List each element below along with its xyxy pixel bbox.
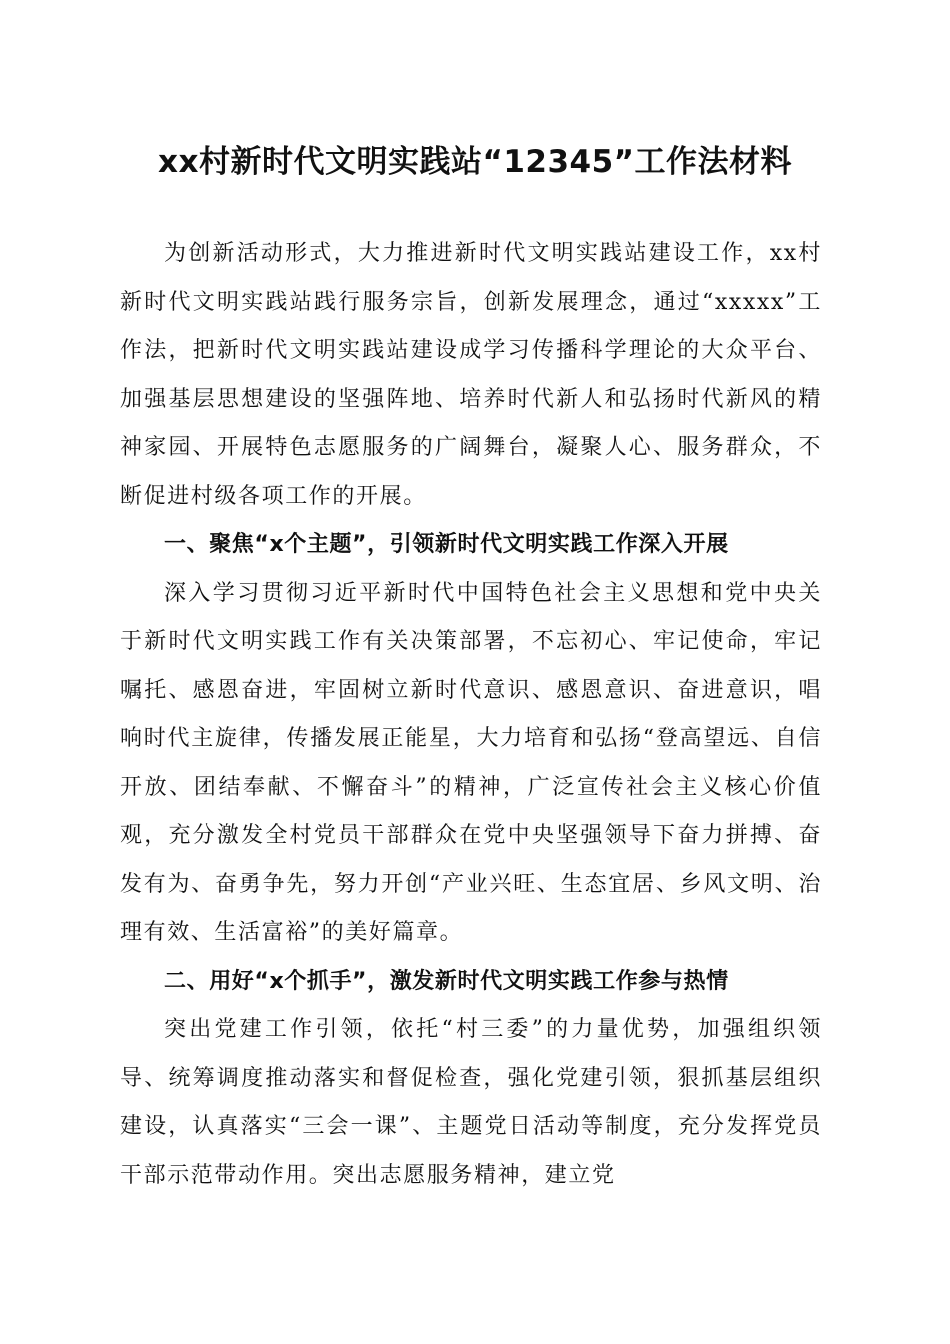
section-2-heading: 二、用好“x个抓手”，激发新时代文明实践工作参与热情 — [164, 968, 729, 994]
intro-paragraph: 为创新活动形式，大力推进新时代文明实践站建设工作，xx村新时代文明实践站践行服务宗旨，创新发展理念，通过“xxxxx”工作法，把新时代文明实践站建设成学习传播科学理论的大众平台、加强基层思想建设的坚强阵地、培养时代新人和弘扬时代新风的精神家园、开展特色志愿服务的广阔舞台，凝聚人心、服务群众，不断促进村级各项工作的开展。 — [120, 241, 822, 509]
document-body — [120, 230, 822, 1200]
section-1-heading: 一、聚焦“x个主题”，引领新时代文明实践工作深入开展 — [164, 532, 729, 557]
section-2-paragraph: 突出党建工作引领，依托“村三委”的力量优势，加强组织领导、统筹调度推动落实和督促检查，强化党建引领，狠抓基层组织建设，认真落实“三会一课”、主题党日活动等制度，充分发挥党员干部示范带动作用。突出志愿服务精神，建立党 — [120, 1017, 822, 1188]
section-1-paragraph: 深入学习贯彻习近平新时代中国特色社会主义思想和党中央关于新时代文明实践工作有关决策部署，不忘初心、牢记使命，牢记嘱托、感恩奋进，牢固树立新时代意识、感恩意识、奋进意识，唱响时代主旋律，传播发展正能星，大力培育和弘扬“登高望远、自信开放、团结奉献、不懈奋斗”的精神，广泛宣传社会主义核心价值观，充分激发全村党员干部群众在党中央坚强领导下奋力拼搏、奋发有为、奋勇争先，努力开创“产业兴旺、生态宜居、乡风文明、治理有效、生活富裕”的美好篇章。 — [120, 580, 822, 945]
document-title: xx村新时代文明实践站“12345”工作法材料 — [157, 144, 793, 180]
